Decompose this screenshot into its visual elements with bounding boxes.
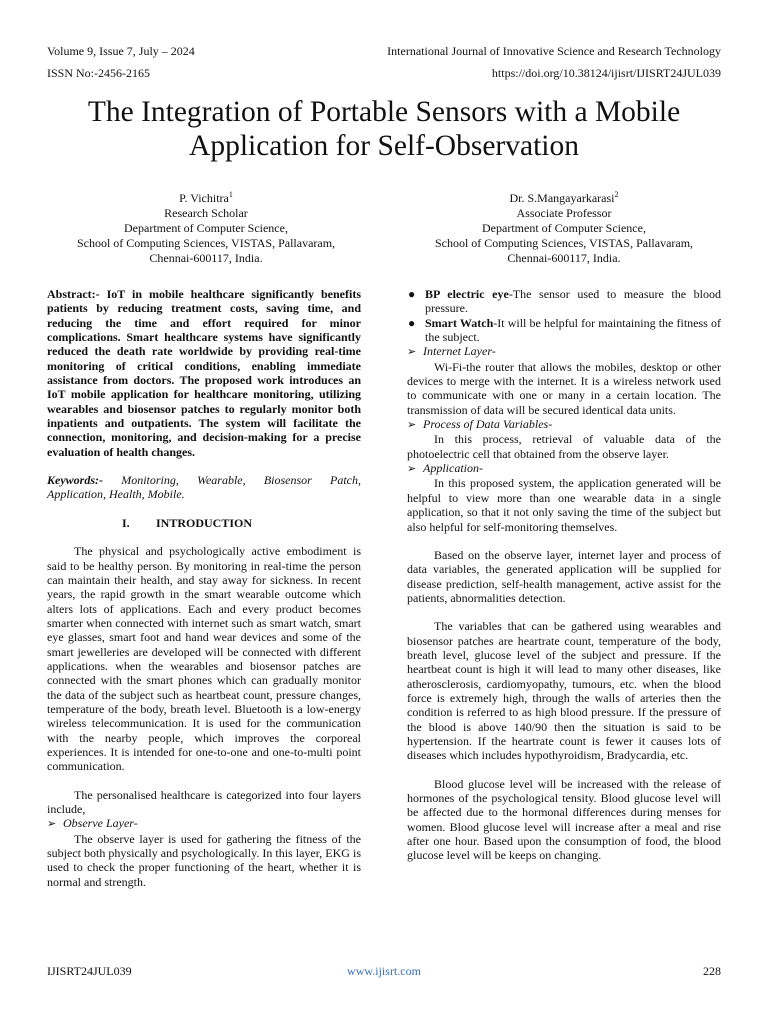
process-heading (407, 417, 721, 432)
process-title: Process of Data Variables- (423, 417, 553, 432)
author-dept: Department of Computer Science, (124, 221, 288, 235)
author-role: Associate Professor (516, 206, 612, 220)
section-title: INTRODUCTION (155, 515, 252, 530)
author-school: School of Computing Sciences, VISTAS, Pallavaram, (434, 236, 694, 250)
bullet-icon: ● (408, 287, 416, 301)
journal-name: International Journal of Innovative Science and Research Technology (387, 44, 721, 58)
author-sup: 2 (614, 190, 619, 199)
abstract-label: Abstract:- (47, 287, 100, 301)
observe-layer-text: The observe layer is used for gathering the fitness of the subject both physically and psychologically. In this layer, EKG is used to check the proper functioning of the heart, whether it is normal and strength. (47, 831, 361, 889)
arrow-bullet-icon: ➢ (47, 818, 57, 831)
author-block-1 (36, 187, 376, 266)
author-sup: 1 (228, 190, 233, 199)
internet-layer-text: Wi-Fi-the router that allows the mobiles, desktop or other devices to merge with the internet. It is a wireless network used to communicate with one or many in a certain location. The transmission of data will be secured identical data units. (407, 359, 721, 417)
section-heading (47, 516, 361, 530)
right-column (407, 287, 721, 863)
intro-paragraph-2: The personalised healthcare is categorized into four layers include, (47, 787, 361, 816)
process-text: In this process, retrieval of valuable data of the photoelectric cell that obtained from the observe layer. (407, 432, 721, 461)
paragraph-glucose: Blood glucose level will be increased with the release of hormones of the psychological tensity. Blood glucose level will be affected due to the hormonal differences during menses for women. Blood glucose level will increase after a meal and rise after one hour. Based upon the consumption of food, the blood glucose level will be keeps on changing. (407, 776, 721, 863)
author-city: Chennai-600117, India. (507, 251, 621, 265)
section-number: I. (122, 515, 130, 530)
bullet-text: -It will be helpful for maintaining the fitness of the subject. (425, 315, 721, 345)
author-role: Research Scholar (164, 206, 248, 220)
observe-layer-title: Observe Layer- (63, 816, 138, 831)
intro-paragraph-1: The physical and psychologically active embodiment is said to be healthy person. By monitoring in real-time the person can maintain their health, and stay away for sickness. In recent years, the rapid growth in the smart wearable outcome which alters lots of applications. Each and every product becomes smarter when connected with internet such as smart watch, smart eye glasses, smart foot and hand wear devices and some of the smart jewelleries are developed will be connected with different applications. when the wearables and biosensor patches are connected with the smart phones which can gradually monitor the data of the subject such as heartbeat count, pressure changes, temperature of the body, breath level. Bluetooth is a low-energy wireless telecommunication. It is used for the communication with the nearby people, which improves the corporeal experiences. It is intended for one-to-one and one-to-multi point communication. (47, 544, 361, 774)
keywords-text: Monitoring, Wearable, Biosensor Patch, Application, Health, Mobile. (47, 473, 361, 502)
arrow-bullet-icon: ➢ (407, 463, 417, 476)
keywords-label: Keywords:- (47, 473, 103, 488)
author-block-2 (394, 187, 734, 266)
internet-layer-title: Internet Layer- (423, 344, 496, 359)
application-text: In this proposed system, the application generated will be helpful to view more than one wearable data in a single application, so that it not only saving the time of the subject but also helpful for self-monitoring themselves. (407, 476, 721, 534)
list-item (407, 316, 721, 345)
abstract-text: IoT in mobile healthcare significantly benefits patients by reducing treatment costs, saving time, and reducing the time and effort required for minor complications. Smart healthcare systems have significantly reduced the death rate worldwide by providing real-time monitoring of critical conditions, enabling immediate assistance from doctors. The proposed work introduces an IoT mobile application for healthcare monitoring, utilizing wearables and biosensor patches to regularly monitor both inpatients and outpatients. The system will facilitate the connection, monitoring, and decision-making for a precise evaluation of health changes. (47, 287, 362, 459)
author-name: Dr. S.Mangayarkarasi (509, 191, 615, 205)
application-title: Application- (423, 461, 483, 476)
bullet-icon: ● (408, 315, 416, 330)
keywords (47, 473, 361, 502)
issn: ISSN No:-2456-2165 (47, 66, 151, 80)
arrow-bullet-icon: ➢ (407, 419, 417, 432)
page-number: 228 (703, 964, 721, 978)
paragraph-variables: The variables that can be gathered using wearables and biosensor patches are heartrate count, temperature of the body, breath level, glucose level of the subject and pressure. If the heartbeat count is high it will lead to many other diseases, like atherosclerosis, cardiomyopathy, tumours, etc. when the blood force is extremely high, through the walls of arteries then the condition is referred to as high blood pressure. If the pressure of the blood is above 140/90 then the situation is said to be hypertension. If the heartrate count is fewer it causes lots of diseases which includes hypothyroidism, Bradycardia, etc. (407, 619, 721, 763)
author-city: Chennai-600117, India. (149, 251, 263, 265)
footer-site-link[interactable]: www.ijisrt.com (347, 964, 421, 978)
footer-id: IJISRT24JUL039 (47, 964, 132, 978)
author-dept: Department of Computer Science, (482, 221, 646, 235)
list-item (407, 287, 721, 316)
bullet-text: -The sensor used to measure the blood pressure. (425, 287, 721, 316)
author-school: School of Computing Sciences, VISTAS, Pallavaram, (76, 236, 336, 250)
left-column (47, 287, 361, 889)
paper-title: The Integration of Portable Sensors with a Mobile Application for Self-Observation (87, 96, 681, 162)
internet-layer-heading (407, 344, 721, 359)
observe-layer-heading (47, 816, 361, 831)
bullet-term: Smart Watch (425, 315, 494, 330)
paragraph-based-on: Based on the observe layer, internet layer and process of data variables, the generated application will be supplied for disease prediction, self-health management, active assist for the patients, abnormalities detection. (407, 547, 721, 605)
volume-info: Volume 9, Issue 7, July – 2024 (47, 44, 195, 58)
author-name: P. Vichitra (179, 191, 229, 205)
doi-link[interactable]: https://doi.org/10.38124/ijisrt/IJISRT24JUL039 (491, 66, 721, 80)
abstract (47, 287, 361, 459)
application-heading (407, 461, 721, 476)
bullet-term: BP electric eye (425, 287, 509, 301)
arrow-bullet-icon: ➢ (407, 346, 417, 359)
